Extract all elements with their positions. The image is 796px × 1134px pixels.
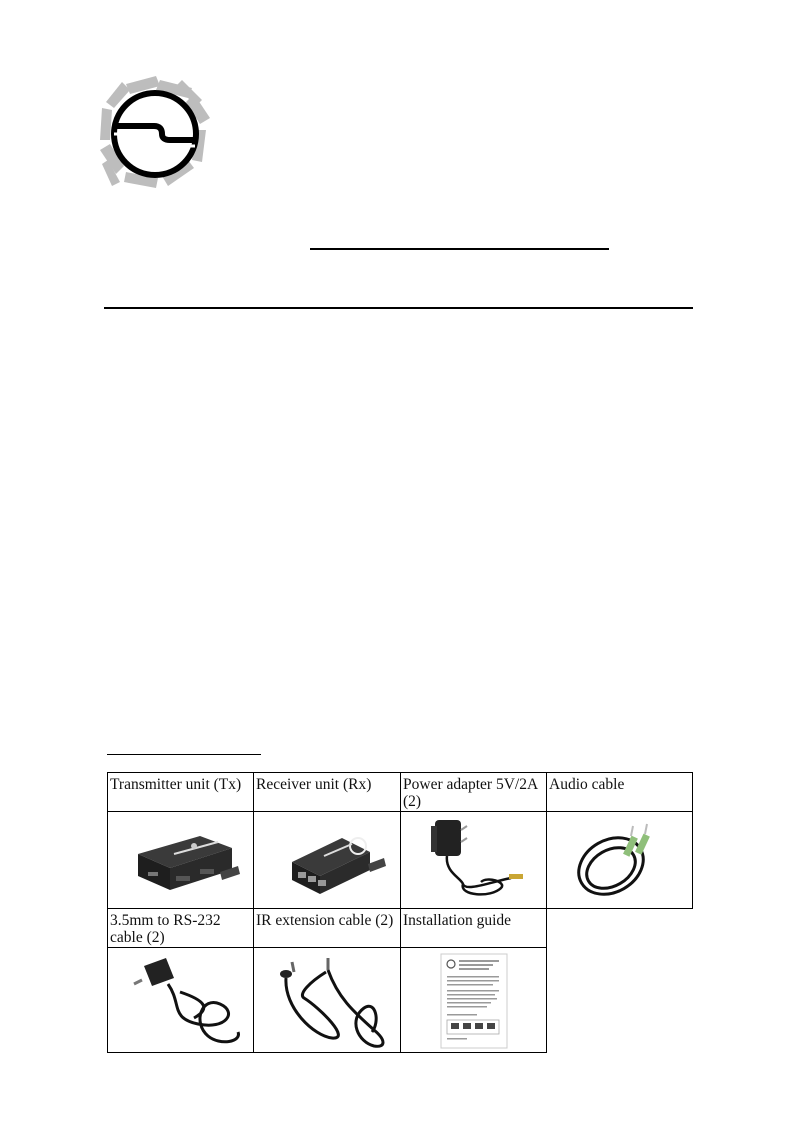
- table-cell: [401, 948, 547, 1053]
- table-cell: [547, 812, 693, 909]
- transmitter-unit-icon: [108, 812, 253, 908]
- power-adapter-icon: [401, 812, 546, 908]
- table-cell: [401, 773, 547, 812]
- table-cell: [108, 812, 254, 909]
- header-divider: [104, 307, 693, 309]
- table-row: [108, 773, 693, 812]
- empty-cell: [547, 909, 693, 1053]
- table-cell: [254, 909, 401, 948]
- installation-guide-icon: [401, 948, 546, 1052]
- table-cell: [254, 948, 401, 1053]
- table-cell: [108, 773, 254, 812]
- title-underline: [310, 248, 609, 250]
- item-label: Audio cable: [549, 776, 625, 793]
- table-cell: [254, 812, 401, 909]
- item-label: 3.5mm to RS-232 cable (2): [110, 912, 221, 946]
- table-cell: [401, 909, 547, 948]
- item-label: Transmitter unit (Tx): [110, 776, 242, 793]
- table-cell: [254, 773, 401, 812]
- item-label: Power adapter 5V/2A (2): [403, 776, 538, 810]
- section-underline: [107, 754, 261, 755]
- item-label: IR extension cable (2): [256, 912, 394, 929]
- item-label: Receiver unit (Rx): [256, 776, 372, 793]
- rs232-cable-icon: [108, 948, 253, 1052]
- brand-logo: [98, 74, 212, 190]
- audio-cable-icon: [547, 812, 692, 908]
- receiver-unit-icon: [254, 812, 400, 908]
- table-row: [108, 909, 693, 948]
- table-cell: [108, 909, 254, 948]
- ir-extension-cable-icon: [254, 948, 400, 1052]
- table-cell: [401, 812, 547, 909]
- table-cell: [547, 773, 693, 812]
- item-label: Installation guide: [403, 912, 512, 929]
- table-row: [108, 812, 693, 909]
- table-cell: [108, 948, 254, 1053]
- package-contents-table: [107, 772, 693, 1053]
